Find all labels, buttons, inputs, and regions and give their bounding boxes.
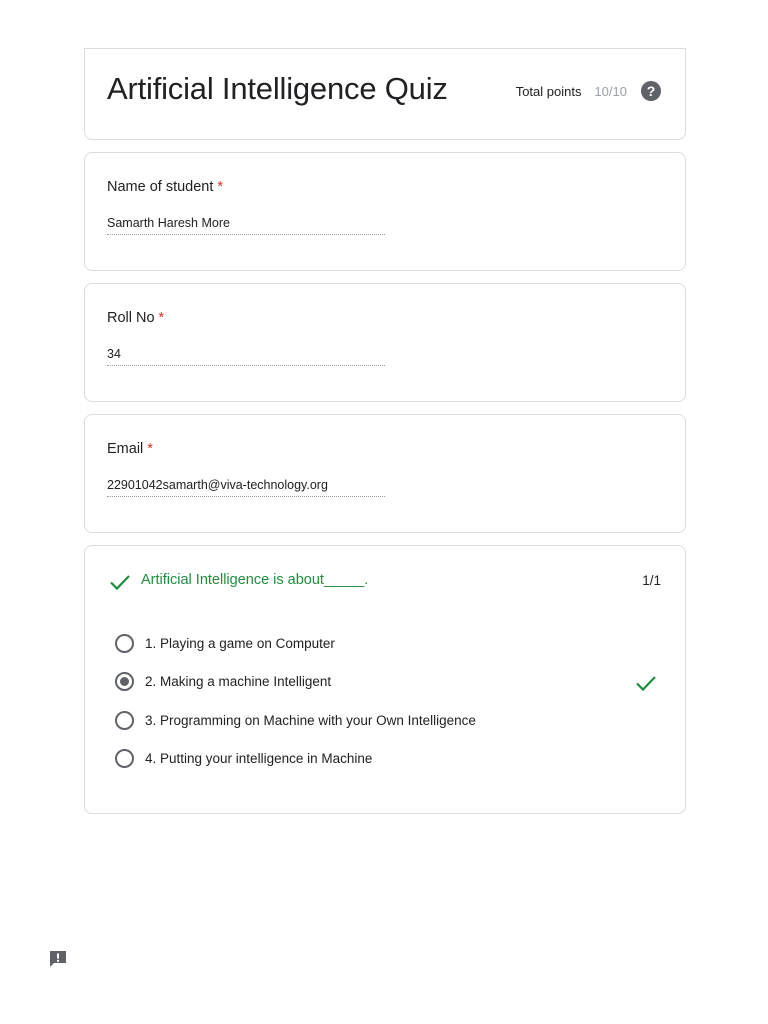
radio-button[interactable] [115,634,134,653]
radio-button[interactable] [115,749,134,768]
required-asterisk: * [147,441,153,457]
total-points-label: Total points [515,83,582,99]
option-1[interactable] [115,632,335,654]
check-icon [109,573,131,591]
question-title-text: Roll No [107,310,155,326]
email-answer-field: 22901042samarth@viva-technology.org [107,478,385,497]
option-label: 4. Putting your intelligence in Machine [145,750,373,766]
question-title [107,310,164,326]
mc-question-score: 1/1 [642,573,661,588]
question-title-text: Name of student [107,179,214,195]
question-card-mc [84,545,686,814]
question-title [107,179,223,195]
mc-question-title: Artificial Intelligence is about_____. [141,572,369,588]
feedback-icon[interactable] [48,949,68,969]
radio-button-selected[interactable] [115,672,134,691]
form-header-card [84,48,686,140]
option-4[interactable] [115,747,372,769]
required-asterisk: * [217,179,224,195]
question-card-email [84,414,686,533]
question-title [107,441,153,457]
option-3[interactable] [115,709,476,731]
question-card-name [84,152,686,271]
total-points [516,81,661,101]
option-2[interactable] [115,670,331,692]
help-icon[interactable]: ? [641,81,661,101]
radio-button[interactable] [115,711,134,730]
correct-answer-check-icon [635,674,657,692]
form-title: Artificial Intelligence Quiz [107,71,448,106]
required-asterisk: * [158,310,165,326]
option-label: 1. Playing a game on Computer [145,635,335,651]
name-answer-field: Samarth Haresh More [107,216,385,235]
roll-no-answer-field: 34 [107,347,385,366]
option-label: 2. Making a machine Intelligent [145,673,332,689]
question-card-roll-no [84,283,686,402]
question-title-text: Email [107,441,144,457]
option-label: 3. Programming on Machine with your Own Intelligence [145,712,476,728]
total-points-value: 10/10 [594,83,627,99]
